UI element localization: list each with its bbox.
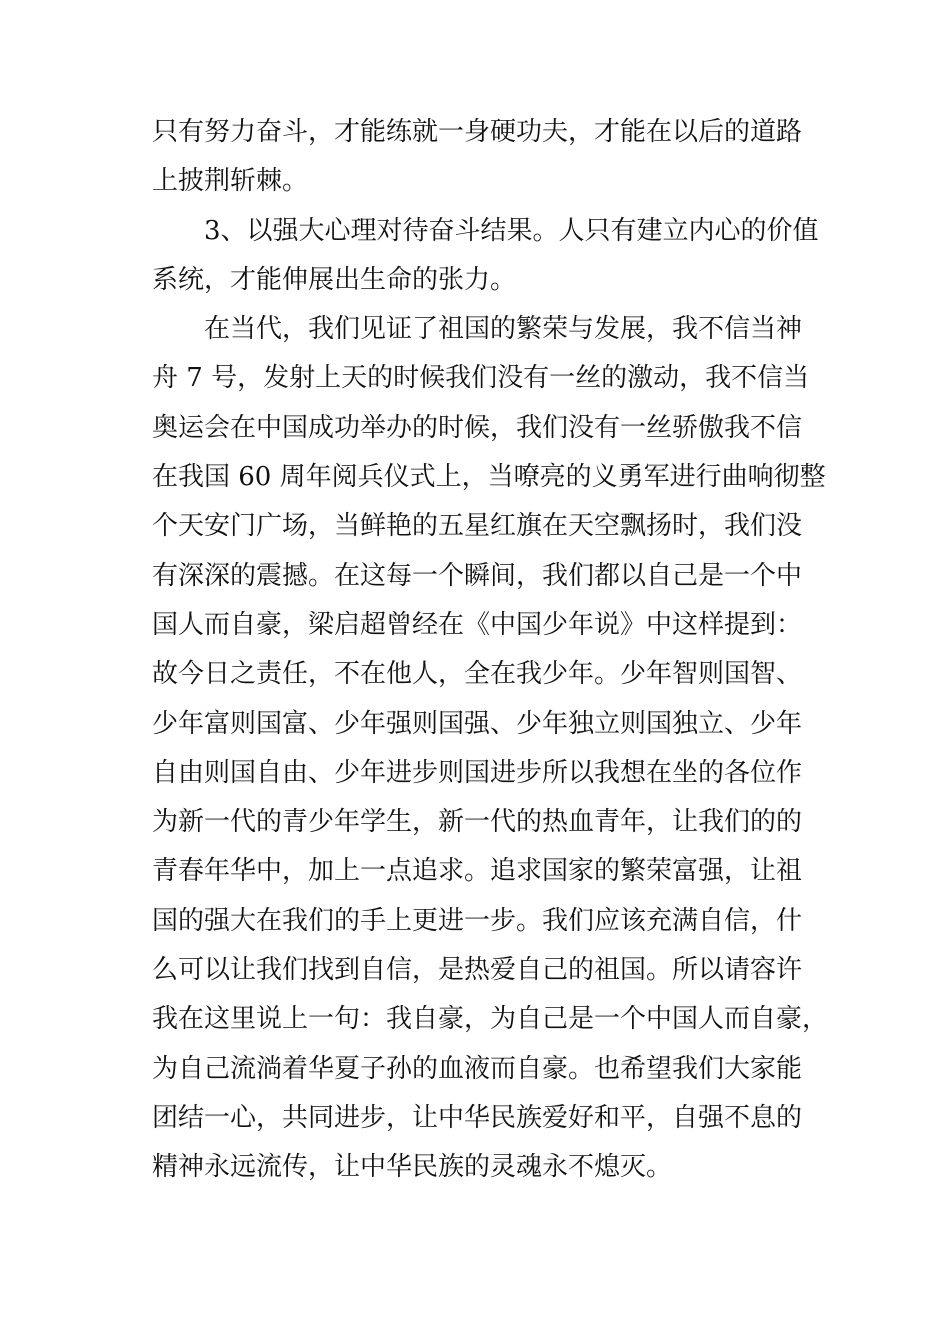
text-line: 为自己流淌着华夏子孙的血液而自豪。也希望我们大家能: [152, 1053, 803, 1084]
text-line: 3、以强大心理对待奋斗结果。人只有建立内心的价值: [204, 215, 819, 246]
text-line: 故今日之责任，不在他人，全在我少年。少年智则国智、: [152, 659, 803, 690]
text-line: 只有努力奋斗，才能练就一身硬功夫，才能在以后的道路: [152, 117, 803, 147]
text-line: 在我国 60 周年阅兵仪式上，当嘹亮的义勇军进行曲响彻整: [152, 462, 826, 493]
text-line: 为新一代的青少年学生，新一代的热血青年，让我们的的: [152, 807, 803, 838]
text-line: 团结一心，共同进步，让中华民族爱好和平，自强不息的: [152, 1102, 803, 1133]
body-text: [152, 108, 829, 1193]
text-line: 有深深的震撼。在这每一个瞬间，我们都以自己是一个中: [152, 560, 803, 591]
text-line: 我在这里说上一句：我自豪，为自己是一个中国人而自豪，: [152, 1004, 829, 1035]
text-line: 在当代，我们见证了祖国的繁荣与发展，我不信当神: [204, 314, 803, 345]
text-line: 精神永远流传，让中华民族的灵魂永不熄灭。: [152, 1152, 673, 1183]
text-line: 少年富则国富、少年强则国强、少年独立则国独立、少年: [152, 708, 803, 739]
text-line: 青春年华中，加上一点追求。追求国家的繁荣富强，让祖: [152, 856, 803, 887]
text-line: 个天安门广场，当鲜艳的五星红旗在天空飘扬时，我们没: [152, 511, 803, 542]
text-line: 自由则国自由、少年进步则国进步所以我想在坐的各位作: [152, 757, 803, 788]
text-line: 么可以让我们找到自信，是热爱自己的祖国。所以请容许: [152, 955, 803, 986]
text-line: 国的强大在我们的手上更进一步。我们应该充满自信，什: [152, 905, 803, 936]
text-line: 舟 7 号，发射上天的时候我们没有一丝的激动，我不信当: [152, 363, 810, 394]
text-line: 国人而自豪，梁启超曾经在《中国少年说》中这样提到：: [152, 609, 803, 640]
text-line: 上披荆斩棘。: [152, 166, 309, 197]
text-line: 系统，才能伸展出生命的张力。: [152, 264, 517, 295]
text-line: 奥运会在中国成功举办的时候，我们没有一丝骄傲我不信: [152, 412, 803, 443]
